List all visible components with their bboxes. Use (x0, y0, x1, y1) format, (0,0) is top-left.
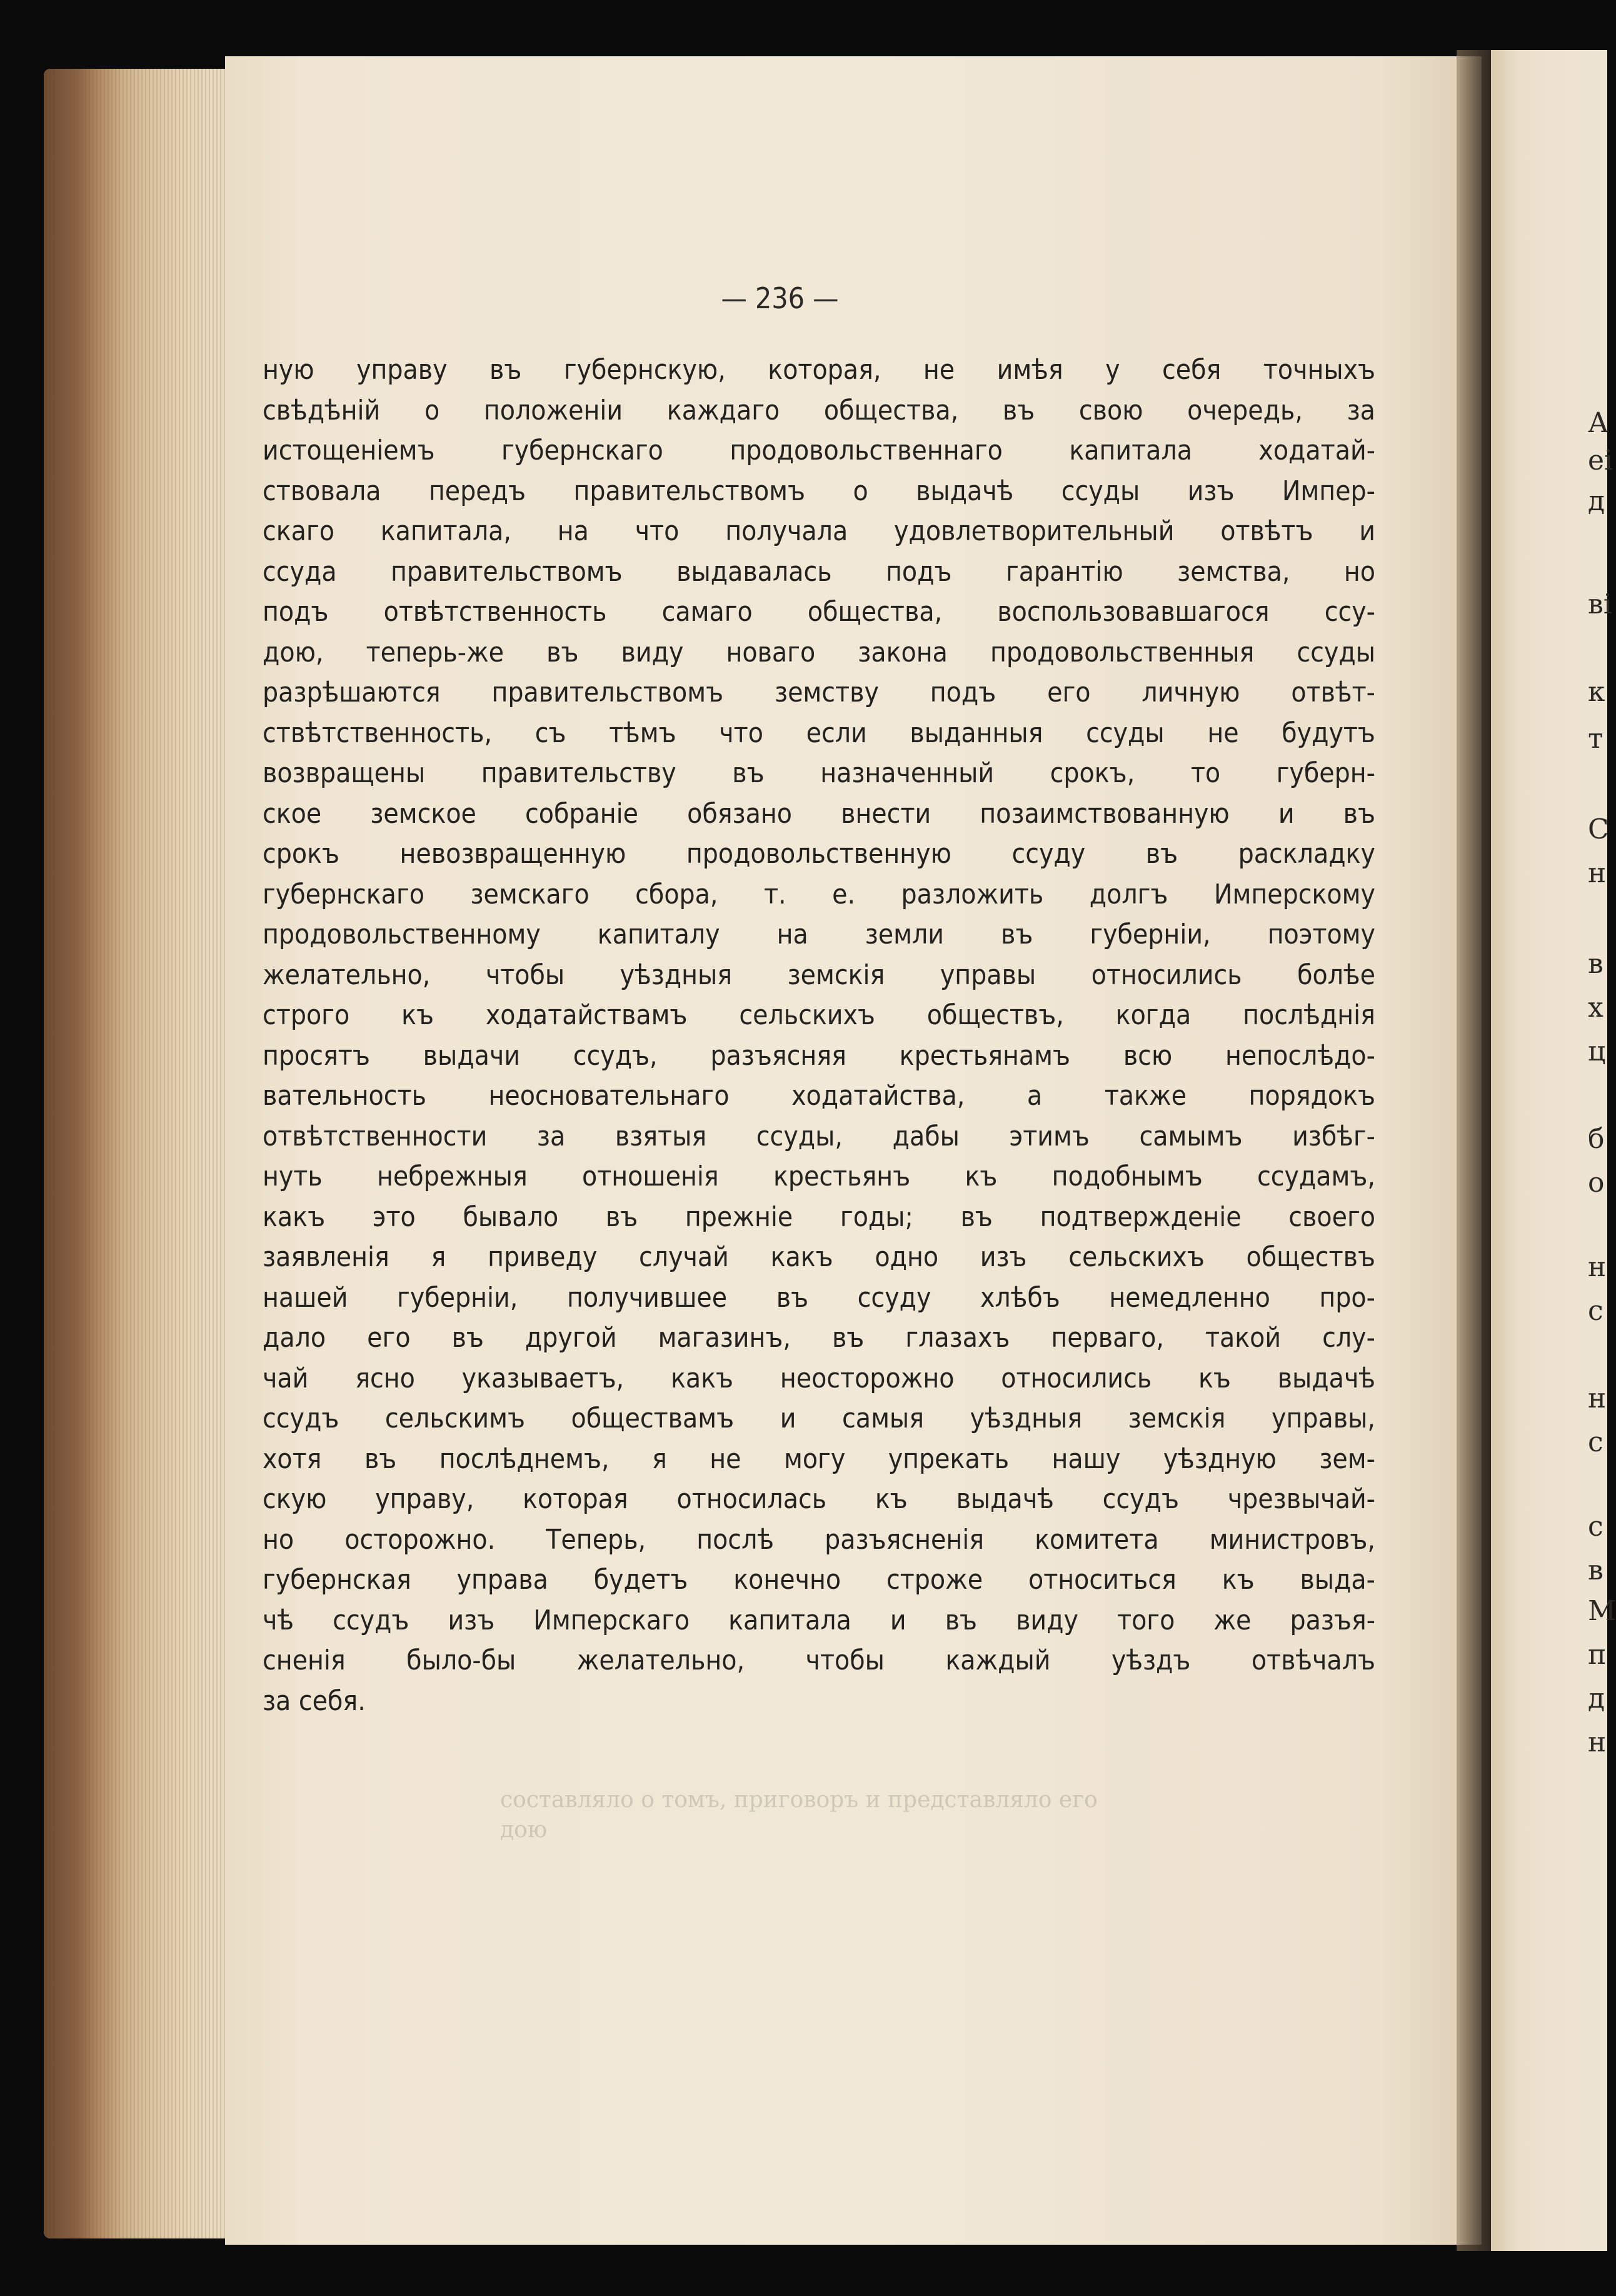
text-line: губернскаго земскаго сбора, т. е. разложить долгъ Имперскому (263, 878, 1375, 910)
facing-page-fragment: ц (1588, 1035, 1606, 1067)
text-line: ствовала передъ правительствомъ о выдачѣ ссуды изъ Импер- (263, 475, 1375, 507)
text-line: скую управу, которая относилась къ выдачѣ ссудъ чрезвычай- (263, 1483, 1375, 1515)
book-page-edges (44, 69, 231, 2238)
facing-page-fragment: ві (1588, 588, 1612, 620)
facing-page-fragment: еі (1588, 445, 1613, 476)
show-through-line: дою (500, 1817, 548, 1843)
text-line: желательно, чтобы уѣздныя земскія управы относились болѣе (263, 959, 1375, 991)
text-line: хотя въ послѣднемъ, я не могу упрекать нашу уѣздную зем- (263, 1443, 1375, 1475)
facing-page-fragment: н (1588, 1251, 1607, 1283)
text-line: сненія было-бы желательно, чтобы каждый уѣздъ отвѣчалъ (263, 1644, 1375, 1676)
text-line: возвращены правительству въ назначенный срокъ, то губерн- (263, 757, 1375, 789)
show-through-line: составляло о томъ, приговоръ и представляло его (500, 1787, 1098, 1813)
text-line: ствѣтственность, съ тѣмъ что если выданныя ссуды не будутъ (263, 717, 1375, 749)
show-through-text (500, 1785, 1098, 1845)
facing-page-fragment: с (1588, 1511, 1603, 1543)
facing-page-fragment: М (1588, 1595, 1616, 1627)
text-line: нуть небрежныя отношенія крестьянъ къ подобнымъ ссудамъ, (263, 1161, 1375, 1192)
text-line: строго къ ходатайствамъ сельскихъ обществъ, когда послѣднія (263, 999, 1375, 1031)
page-body-text (263, 350, 1375, 1721)
facing-page-fragment: д (1588, 1683, 1605, 1714)
text-line: какъ это бывало въ прежніе годы; въ подтвержденіе своего (263, 1201, 1375, 1233)
text-line: нашей губерніи, получившее въ ссуду хлѣбъ немедленно про- (263, 1281, 1375, 1314)
facing-page-fragment: к (1588, 676, 1605, 708)
facing-page-fragment: п (1588, 1639, 1607, 1671)
facing-page-fragment: А (1588, 407, 1609, 439)
facing-page-fragment: в (1588, 948, 1603, 980)
text-line: скаго капитала, на что получала удовлетворительный отвѣтъ и (263, 515, 1375, 547)
text-line: за себя. (263, 1684, 366, 1717)
facing-page-fragment: н (1588, 1726, 1607, 1758)
text-line: ссуда правительствомъ выдавалась подъ гарантію земства, но (263, 555, 1375, 588)
text-line: отвѣтственности за взятыя ссуды, дабы этимъ самымъ избѣг- (263, 1120, 1375, 1152)
text-line: губернская управа будетъ конечно строже относиться къ выда- (263, 1564, 1375, 1596)
text-line: истощеніемъ губернскаго продовольственнаго капитала ходатай- (263, 435, 1375, 466)
text-line: дало его въ другой магазинъ, въ глазахъ перваго, такой слу- (263, 1322, 1375, 1354)
facing-page-fragment: в (1588, 1554, 1603, 1586)
facing-page-fragment: с (1588, 1295, 1603, 1327)
text-line: продовольственному капиталу на земли въ губерніи, поэтому (263, 919, 1375, 950)
text-line: вательность неосновательнаго ходатайства, а также порядокъ (263, 1080, 1375, 1112)
page-number: — 236 — (721, 281, 839, 315)
text-line: подъ отвѣтственность самаго общества, воспользовавшагося ссу- (263, 596, 1375, 628)
text-line: ссудъ сельскимъ обществамъ и самыя уѣздныя земскія управы, (263, 1402, 1375, 1434)
text-line: свѣдѣній о положеніи каждаго общества, въ свою очередь, за (263, 394, 1375, 426)
facing-page-fragment: с (1588, 1426, 1603, 1458)
facing-page-fragment: о (1588, 1167, 1605, 1199)
facing-page-fragment: д (1588, 485, 1605, 517)
text-line: ную управу въ губернскую, которая, не имѣя у себя точныхъ (263, 354, 1375, 386)
facing-page-fragment: б (1588, 1123, 1605, 1155)
text-line: дою, теперь-же въ виду новаго закона продовольственныя ссуды (263, 636, 1375, 668)
facing-page (1491, 50, 1616, 2251)
facing-page-fragment: С (1588, 813, 1609, 845)
text-line: чѣ ссудъ изъ Имперскаго капитала и въ виду того же разъя- (263, 1604, 1375, 1636)
text-line: ское земское собраніе обязано внести позаимствованную и въ (263, 797, 1375, 830)
text-line: чай ясно указываетъ, какъ неосторожно относились къ выдачѣ (263, 1362, 1375, 1394)
facing-page-fragment: н (1588, 1382, 1607, 1414)
facing-page-fragment: х (1588, 992, 1603, 1024)
facing-page-fragment: т (1588, 723, 1603, 755)
text-line: но осторожно. Теперь, послѣ разъясненія комитета министровъ, (263, 1523, 1375, 1556)
facing-page-fragment: н (1588, 857, 1607, 889)
text-line: просятъ выдачи ссудъ, разъясняя крестьянамъ всю непослѣдо- (263, 1039, 1375, 1072)
text-line: разрѣшаются правительствомъ земству подъ его личную отвѣт- (263, 677, 1375, 708)
text-line: срокъ невозвращенную продовольственную ссуду въ раскладку (263, 838, 1375, 870)
text-line: заявленія я приведу случай какъ одно изъ сельскихъ обществъ (263, 1241, 1375, 1273)
